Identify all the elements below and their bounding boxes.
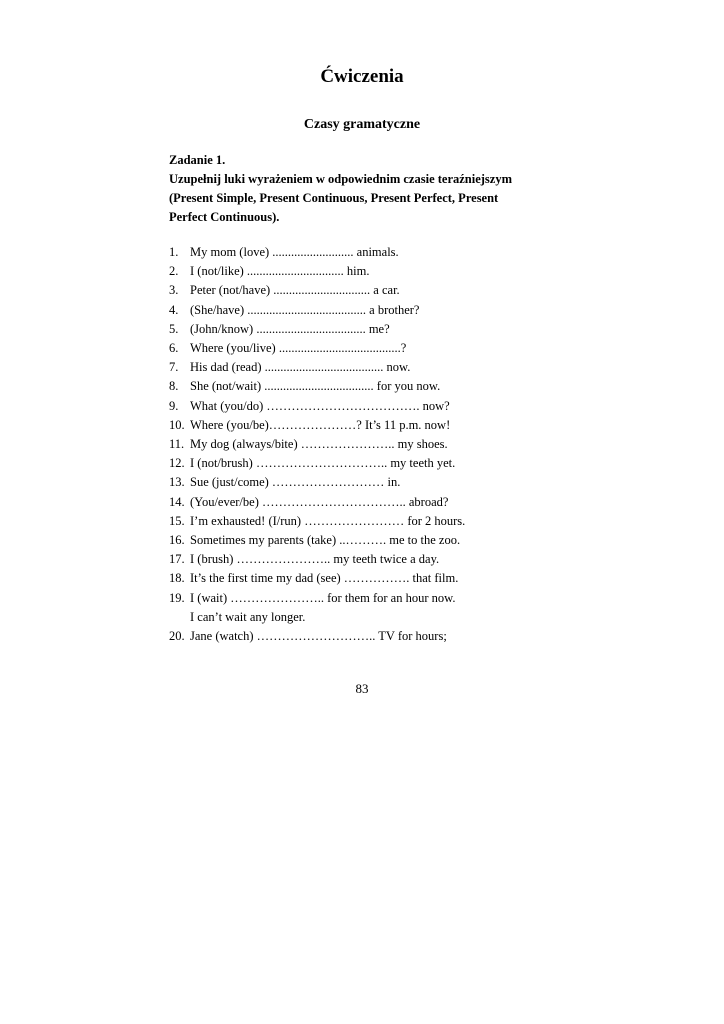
exercise-text: She (not/wait) ................................... for you now.	[190, 379, 441, 394]
task-instruction-line: (Present Simple, Present Continuous, Present Perfect, Present	[169, 191, 499, 205]
exercise-number: 16.	[169, 533, 185, 548]
exercise-text: Where (you/live) .......................................?	[190, 341, 407, 356]
task-instruction-line: Perfect Continuous).	[169, 210, 280, 224]
exercise-item	[169, 493, 465, 512]
exercise-item	[169, 281, 465, 300]
exercise-item	[169, 550, 465, 569]
exercise-number: 14.	[169, 494, 185, 509]
exercise-item	[169, 435, 465, 454]
exercise-number: 17.	[169, 552, 185, 567]
exercise-number: 13.	[169, 475, 185, 490]
exercise-item	[169, 243, 465, 262]
exercise-number: 10.	[169, 417, 185, 432]
exercise-text: I’m exhausted! (I/run) …………………… for 2 hours.	[190, 513, 466, 528]
page-number: 83	[355, 681, 369, 696]
exercise-item	[169, 512, 465, 531]
task-heading: Zadanie 1.	[169, 153, 226, 167]
exercise-number: 4.	[169, 302, 179, 317]
exercise-text: Sometimes my parents (take) ..………. me to the zoo.	[190, 533, 461, 548]
exercise-text: What (you/do) ………………………………. now?	[190, 398, 450, 413]
exercise-item	[169, 358, 465, 377]
task-block	[169, 151, 589, 227]
page-title: Ćwiczenia	[320, 66, 404, 87]
exercise-number: 20.	[169, 629, 185, 644]
exercise-item	[169, 320, 465, 339]
exercise-number: 12.	[169, 456, 185, 471]
exercise-text: His dad (read) ...................................... now.	[190, 360, 411, 375]
exercise-text: (John/know) ................................... me?	[190, 321, 390, 336]
exercise-number: 9.	[169, 398, 179, 413]
exercise-item	[169, 262, 465, 281]
exercise-number: 2.	[169, 264, 179, 279]
exercise-item	[169, 473, 465, 492]
exercise-item	[169, 569, 465, 588]
exercise-text: My dog (always/bite) ………………….. my shoes.	[190, 437, 448, 452]
exercise-item	[169, 589, 465, 627]
exercise-item	[169, 531, 465, 550]
exercise-item	[169, 454, 465, 473]
exercise-text: My mom (love) .......................... animals.	[190, 245, 399, 259]
exercise-item	[169, 377, 465, 396]
exercise-continuation: I can’t wait any longer.	[190, 609, 306, 624]
exercise-text: (She/have) ...................................... a brother?	[190, 302, 420, 317]
exercise-item	[169, 397, 465, 416]
exercise-list	[169, 243, 465, 646]
exercise-number: 7.	[169, 360, 179, 375]
exercise-text: Jane (watch) ……………………….. TV for hours;	[190, 629, 447, 644]
exercise-text: It’s the first time my dad (see) ……………. that film.	[190, 571, 459, 586]
exercise-text: I (brush) ………………….. my teeth twice a day.	[190, 552, 440, 567]
exercise-number: 1.	[169, 245, 179, 259]
exercise-item	[169, 301, 465, 320]
exercise-number: 6.	[169, 341, 179, 356]
exercise-item	[169, 627, 465, 646]
exercise-text: (You/ever/be) …………………………….. abroad?	[190, 494, 449, 509]
task-instruction-line: Uzupełnij luki wyrażeniem w odpowiednim czasie teraźniejszym	[169, 172, 513, 186]
exercise-number: 5.	[169, 321, 179, 336]
exercise-number: 19.	[169, 590, 185, 605]
exercise-text: Where (you/be)…………………? It’s 11 p.m. now!	[190, 417, 451, 432]
exercise-number: 11.	[169, 437, 185, 452]
exercise-text: Peter (not/have) ............................... a car.	[190, 283, 400, 298]
exercise-item	[169, 339, 465, 358]
exercise-number: 15.	[169, 513, 185, 528]
exercise-number: 18.	[169, 571, 185, 586]
exercise-number: 8.	[169, 379, 179, 394]
exercise-item	[169, 416, 465, 435]
exercise-number: 3.	[169, 283, 179, 298]
exercise-text: I (wait) ………………….. for them for an hour now.	[190, 590, 456, 605]
exercise-text: I (not/brush) ………………………….. my teeth yet.	[190, 456, 456, 471]
section-subtitle: Czasy gramatyczne	[303, 117, 421, 132]
exercise-text: I (not/like) ............................... him.	[190, 264, 370, 279]
exercise-text: Sue (just/come) ……………………… in.	[190, 475, 401, 490]
